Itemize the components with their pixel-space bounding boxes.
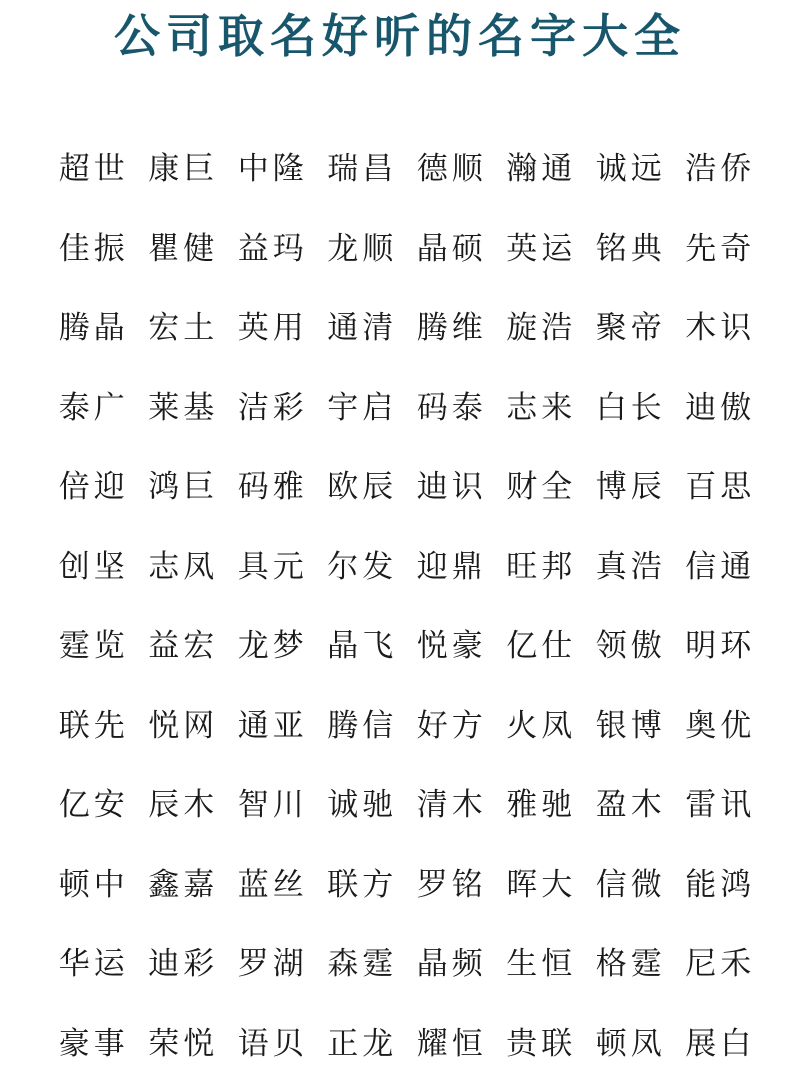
company-name-item: 悦豪 (407, 603, 497, 683)
company-name-item: 盈木 (586, 762, 676, 842)
company-name-item: 腾晶 (49, 285, 139, 365)
company-name-item: 龙梦 (228, 603, 318, 683)
company-name-item: 罗铭 (407, 842, 497, 922)
company-name-item: 腾维 (407, 285, 497, 365)
company-name-item: 佳振 (49, 206, 139, 286)
company-name-item: 龙顺 (318, 206, 408, 286)
company-name-item: 顿中 (49, 842, 139, 922)
company-name-item: 浩侨 (676, 126, 766, 206)
company-name-item: 迪识 (407, 444, 497, 524)
company-name-item: 英运 (497, 206, 587, 286)
company-name-item: 展白 (676, 1001, 766, 1080)
company-name-item: 耀恒 (407, 1001, 497, 1080)
company-name-item: 亿安 (49, 762, 139, 842)
page-title: 公司取名好听的名字大全 (0, 4, 800, 68)
company-name-item: 创坚 (49, 524, 139, 604)
company-name-item: 超世 (49, 126, 139, 206)
company-name-item: 联先 (49, 683, 139, 763)
company-name-item: 具元 (228, 524, 318, 604)
company-name-item: 迎鼎 (407, 524, 497, 604)
company-name-item: 旺邦 (497, 524, 587, 604)
company-name-item: 尼禾 (676, 921, 766, 1001)
company-name-item: 迪彩 (139, 921, 229, 1001)
company-name-item: 明环 (676, 603, 766, 683)
company-name-item: 晖大 (497, 842, 587, 922)
company-name-item: 火凤 (497, 683, 587, 763)
company-name-item: 正龙 (318, 1001, 408, 1080)
company-name-item: 华运 (49, 921, 139, 1001)
name-grid (49, 126, 765, 1080)
company-name-item: 码泰 (407, 365, 497, 445)
company-name-item: 泰广 (49, 365, 139, 445)
company-name-item: 格霆 (586, 921, 676, 1001)
company-name-item: 罗湖 (228, 921, 318, 1001)
company-name-item: 益玛 (228, 206, 318, 286)
company-name-item: 能鸿 (676, 842, 766, 922)
company-name-item: 通亚 (228, 683, 318, 763)
company-name-item: 迪傲 (676, 365, 766, 445)
company-name-item: 铭典 (586, 206, 676, 286)
company-name-item: 宏土 (139, 285, 229, 365)
company-name-item: 好方 (407, 683, 497, 763)
company-name-item: 倍迎 (49, 444, 139, 524)
company-name-item: 莱基 (139, 365, 229, 445)
company-name-item: 贵联 (497, 1001, 587, 1080)
company-name-item: 博辰 (586, 444, 676, 524)
company-name-item: 悦网 (139, 683, 229, 763)
company-name-item: 奥优 (676, 683, 766, 763)
company-name-item: 瀚通 (497, 126, 587, 206)
company-name-item: 生恒 (497, 921, 587, 1001)
company-name-item: 领傲 (586, 603, 676, 683)
company-name-item: 雷讯 (676, 762, 766, 842)
company-name-item: 鑫嘉 (139, 842, 229, 922)
company-name-item: 康巨 (139, 126, 229, 206)
company-name-item: 霆览 (49, 603, 139, 683)
company-name-item: 真浩 (586, 524, 676, 604)
company-name-item: 森霆 (318, 921, 408, 1001)
company-name-item: 通清 (318, 285, 408, 365)
company-name-item: 晶频 (407, 921, 497, 1001)
company-name-item: 欧辰 (318, 444, 408, 524)
company-name-item: 诚驰 (318, 762, 408, 842)
company-name-item: 旋浩 (497, 285, 587, 365)
company-name-item: 鸿巨 (139, 444, 229, 524)
company-name-item: 信通 (676, 524, 766, 604)
company-name-item: 豪事 (49, 1001, 139, 1080)
company-name-item: 瞿健 (139, 206, 229, 286)
company-name-item: 晶硕 (407, 206, 497, 286)
company-name-item: 联方 (318, 842, 408, 922)
company-name-item: 清木 (407, 762, 497, 842)
company-name-item: 志来 (497, 365, 587, 445)
company-name-item: 益宏 (139, 603, 229, 683)
company-name-item: 瑞昌 (318, 126, 408, 206)
company-name-item: 木识 (676, 285, 766, 365)
company-name-item: 信微 (586, 842, 676, 922)
company-name-item: 中隆 (228, 126, 318, 206)
company-name-item: 蓝丝 (228, 842, 318, 922)
company-name-item: 百思 (676, 444, 766, 524)
company-name-item: 亿仕 (497, 603, 587, 683)
company-name-item: 晶飞 (318, 603, 408, 683)
company-name-item: 洁彩 (228, 365, 318, 445)
company-name-item: 财全 (497, 444, 587, 524)
company-name-item: 德顺 (407, 126, 497, 206)
company-name-item: 宇启 (318, 365, 408, 445)
company-name-item: 雅驰 (497, 762, 587, 842)
company-name-item: 志凤 (139, 524, 229, 604)
company-name-item: 腾信 (318, 683, 408, 763)
company-name-item: 辰木 (139, 762, 229, 842)
company-name-item: 荣悦 (139, 1001, 229, 1080)
company-name-item: 尔发 (318, 524, 408, 604)
company-name-item: 白长 (586, 365, 676, 445)
company-name-item: 智川 (228, 762, 318, 842)
company-name-item: 诚远 (586, 126, 676, 206)
company-name-item: 英用 (228, 285, 318, 365)
company-name-item: 语贝 (228, 1001, 318, 1080)
company-name-item: 码雅 (228, 444, 318, 524)
company-name-item: 聚帝 (586, 285, 676, 365)
company-name-item: 顿凤 (586, 1001, 676, 1080)
company-name-item: 银博 (586, 683, 676, 763)
company-name-item: 先奇 (676, 206, 766, 286)
